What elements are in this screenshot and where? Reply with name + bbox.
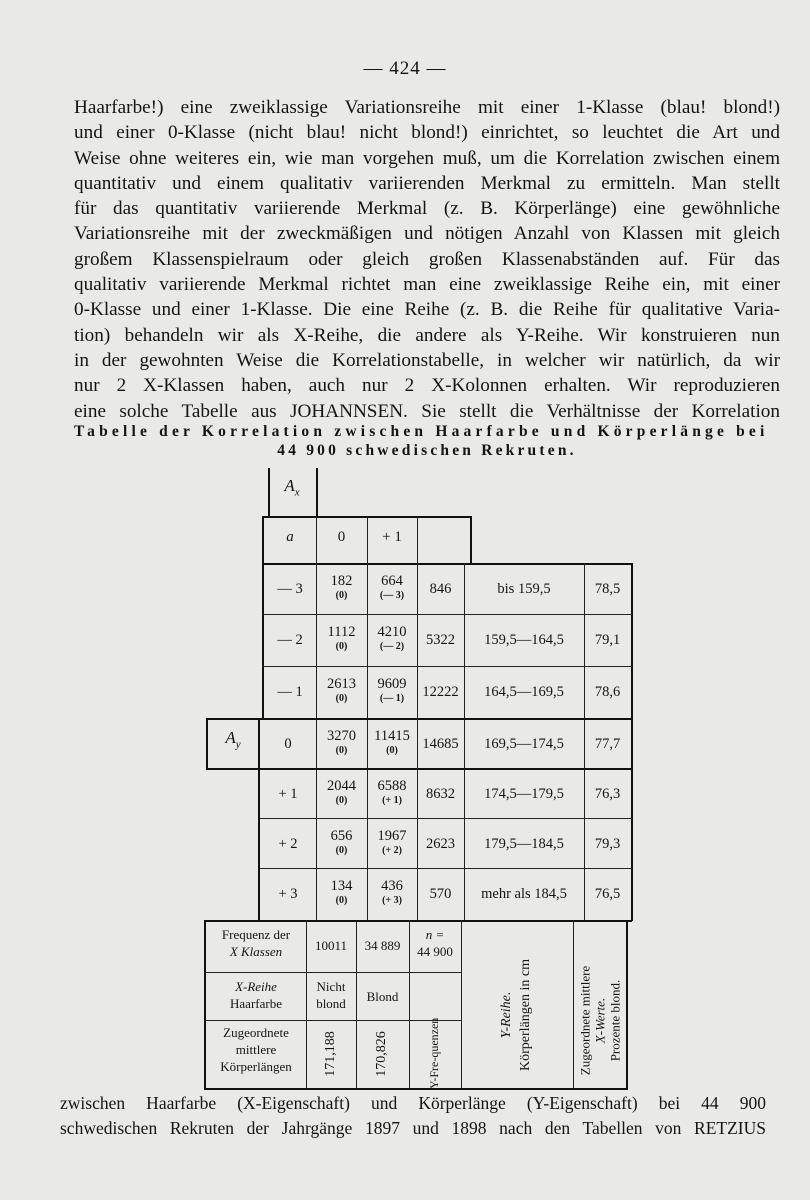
cell-x0-text: 134 [330,878,353,894]
zug-x-werte-label: Zugeordnete mittlere X-Werte. Prozente blond. [577,965,623,1076]
row-percent-blond-text: 76,5 [594,886,621,902]
table-rule [461,920,462,1090]
body-line: Haarfarbe!) eine zweiklassige Variationsreihe mit einer 1-Klasse (blau! blond!) [74,97,780,118]
cell-x0 [316,878,367,907]
row-class-range [464,736,584,752]
table-rule [204,1088,628,1090]
freq-row-label: Frequenz der X Klassen [221,927,291,959]
row-a-value-text: — 2 [277,632,303,648]
row-class-range [464,632,584,648]
cell-x0-text: 182 [330,573,353,589]
row-class-range-text: 159,5—164,5 [484,632,564,648]
row-class-range-text: 174,5—179,5 [484,786,564,802]
row-percent-blond-text: 76,3 [594,786,621,802]
row-a-value [264,632,316,648]
y-frequenzen-label: Y-Fre-quenzen [427,1017,441,1089]
row-frequency [417,836,464,852]
row-class-range-text: 179,5—184,5 [484,836,564,852]
row-percent-blond [584,581,631,597]
row-frequency-text: 14685 [422,736,459,752]
row-frequency-text: 5322 [426,632,455,648]
col-head-0: 0 [337,529,346,545]
cell-x1-text: 4210 [377,624,407,640]
cell-x1-deviation: (— 1) [379,693,405,704]
row-percent-blond [584,684,631,700]
row-class-range [464,786,584,802]
row-class-range-text: bis 159,5 [497,581,551,597]
cell-x0 [316,573,367,602]
table-rule [262,563,632,565]
cell-x1-text: 1967 [377,828,407,844]
table-rule [258,818,632,819]
body-line: großem Klassenspielraum oder gleich großen Klassenabständen auf. Für das [74,248,780,270]
row-percent-blond [584,836,631,852]
row-a-value-text: 0 [284,736,292,752]
cell-x1 [367,778,417,807]
table-rule [470,516,472,564]
row-frequency-text: 12222 [422,684,459,700]
cell-x1 [367,878,417,907]
cell-x1-deviation: (— 2) [379,641,405,652]
cell-x0-deviation: (0) [335,745,348,756]
body-line: tion) behandeln wir als X-Reihe, die andere als Y-Reihe. Wir konstruieren nun [74,324,780,346]
body-line: Variationsreihe mit der zweckmäßigen und nötigen Anzahl von Klassen mit gleich [74,223,780,245]
cell-x1-deviation: (— 3) [379,590,405,601]
row-frequency [417,886,464,902]
row-a-value [264,581,316,597]
n-total: n = 44 900 [417,927,453,959]
page-number: — 424 — [363,58,447,79]
footer-line: zwischen Haarfarbe (X-Eigenschaft) und Körperlänge (Y-Eigenschaft) bei 44 900 [60,1093,766,1113]
nicht-blond-label: Nicht blond [316,979,346,1011]
table-rule [268,468,270,518]
cell-x1 [367,676,417,705]
row-class-range [464,886,584,902]
cell-x0 [316,828,367,857]
row-a-value-text: + 3 [278,886,298,902]
x-reihe-label: X-Reihe Haarfarbe [230,979,282,1011]
table-rule [206,768,632,770]
cell-x0-text: 2044 [327,778,356,794]
row-class-range-text: 164,5—169,5 [484,684,564,700]
body-line: nur 2 X-Klassen haben, auch nur 2 X-Kolonnen erhalten. Wir reproduzieren [74,375,780,397]
row-frequency [417,736,464,752]
table-rule [206,718,632,720]
cell-x0 [316,728,367,757]
body-line: qualitativ variierende Merkmal richtet man eine zweiklassige Reihe ein, mit einer [74,274,780,296]
freq-x-class-1: 34 889 [364,938,401,953]
table-caption-line-2: 44 900 schwedischen Rekruten. [277,442,577,459]
row-a-value-text: + 1 [278,786,298,802]
row-frequency [417,632,464,648]
table-rule [204,972,462,973]
table-rule [573,920,574,1090]
cell-x1-text: 11415 [374,728,410,744]
row-class-range-text: mehr als 184,5 [481,886,567,902]
row-class-range [464,581,584,597]
ay-label: $A_y$ [225,728,241,751]
cell-x1-text: 436 [381,878,403,894]
cell-x1-deviation: (+ 1) [382,795,402,806]
cell-x0 [316,778,367,807]
cell-x0-text: 656 [330,828,353,844]
freq-x-class-0: 10011 [314,938,348,953]
row-class-range [464,684,584,700]
row-percent-blond [584,786,631,802]
table-caption: Tabelle der Korrelation zwischen Haarfarbe und Körperlänge bei [74,423,769,440]
table-rule [204,920,632,922]
cell-x0-text: 1112 [327,624,356,640]
cell-x0-text: 3270 [327,728,356,744]
row-percent-blond [584,736,631,752]
row-percent-blond-text: 79,1 [594,632,621,648]
row-class-range [464,836,584,852]
row-a-value [260,786,316,802]
footer-line: schwedischen Rekruten der Jahrgänge 1897 und 1898 nach den Tabellen von RETZIUS [60,1118,766,1138]
row-frequency [417,684,464,700]
row-a-value-text: — 3 [277,581,303,597]
row-a-value [260,836,316,852]
row-percent-blond-text: 77,7 [594,736,621,752]
row-a-value-text: + 2 [278,836,298,852]
row-frequency [417,786,464,802]
body-line: und einer 0-Klasse (nicht blau! nicht blond!) einrichtet, so leuchtet die Art und [74,122,780,144]
zugeordnete-label: Zugeordnete mittlere Körperlängen [220,1025,292,1074]
body-line: quantitativ und einem qualitativ variierenden Merkmal zu ermitteln. Man stellt [74,172,780,194]
cell-x1-text: 9609 [377,676,407,692]
zug-value-1: 170,826 [374,1031,389,1077]
row-a-value-text: — 1 [277,684,303,700]
cell-x0-deviation: (0) [335,641,348,652]
cell-x0-deviation: (0) [335,693,348,704]
row-percent-blond [584,632,631,648]
table-rule [262,666,632,667]
cell-x0-deviation: (0) [335,845,348,856]
row-frequency [417,581,464,597]
cell-x0-deviation: (0) [335,895,348,906]
cell-x1-text: 6588 [377,778,407,794]
row-frequency-text: 8632 [426,786,455,802]
row-frequency-text: 2623 [426,836,455,852]
table-rule [258,868,632,869]
body-line: Weise ohne weiteres ein, wie man vorgehen muß, um die Korrelation zwischen einem [74,147,780,169]
body-line: in der gewohnten Weise die Korrelationstabelle, in welcher wir natürlich, da wir [74,349,780,371]
cell-x0-text: 2613 [327,676,356,692]
cell-x1-deviation: (+ 3) [382,895,402,906]
body-paragraph [74,95,780,424]
row-a-value [260,736,316,752]
table-rule [626,920,628,1090]
cell-x1 [367,728,417,757]
cell-x1-text: 664 [381,573,403,589]
body-line: eine solche Tabelle aus JOHANNSEN. Sie stellt die Verhältnisse der Korrelation [74,400,780,422]
table-rule [316,468,318,518]
a-column-head: a [286,529,294,545]
row-a-value [260,886,316,902]
row-percent-blond-text: 79,3 [594,836,621,852]
row-a-value [264,684,316,700]
cell-x1-deviation: (+ 2) [382,845,402,856]
cell-x0 [316,676,367,705]
row-percent-blond [584,886,631,902]
cell-x0-deviation: (0) [335,795,348,806]
body-line: für das quantitativ variierende Merkmal (z. B. Körperlänge) eine gewöhnliche [74,198,780,220]
zug-value-0: 171,188 [323,1031,338,1077]
table-rule [262,614,632,615]
body-line: 0-Klasse und einer 1-Klasse. Die eine Reihe (z. B. die Reihe für qualitative Varia- [74,299,780,321]
row-percent-blond-text: 78,6 [594,684,621,700]
cell-x1 [367,828,417,857]
cell-x1-deviation: (0) [386,745,398,756]
y-reihe-label: Y-Reihe. Körperlängen in cm [499,959,533,1071]
cell-x1 [367,573,417,602]
ax-label: $A_x$ [284,476,300,499]
cell-x0-deviation: (0) [335,590,348,601]
cell-x0 [316,624,367,653]
cell-x1 [367,624,417,653]
row-class-range-text: 169,5—174,5 [484,736,564,752]
row-frequency-text: 846 [429,581,452,597]
row-percent-blond-text: 78,5 [594,581,621,597]
blond-label: Blond [366,989,399,1004]
row-frequency-text: 570 [429,886,452,902]
col-head-plus-1: + 1 [382,529,402,545]
